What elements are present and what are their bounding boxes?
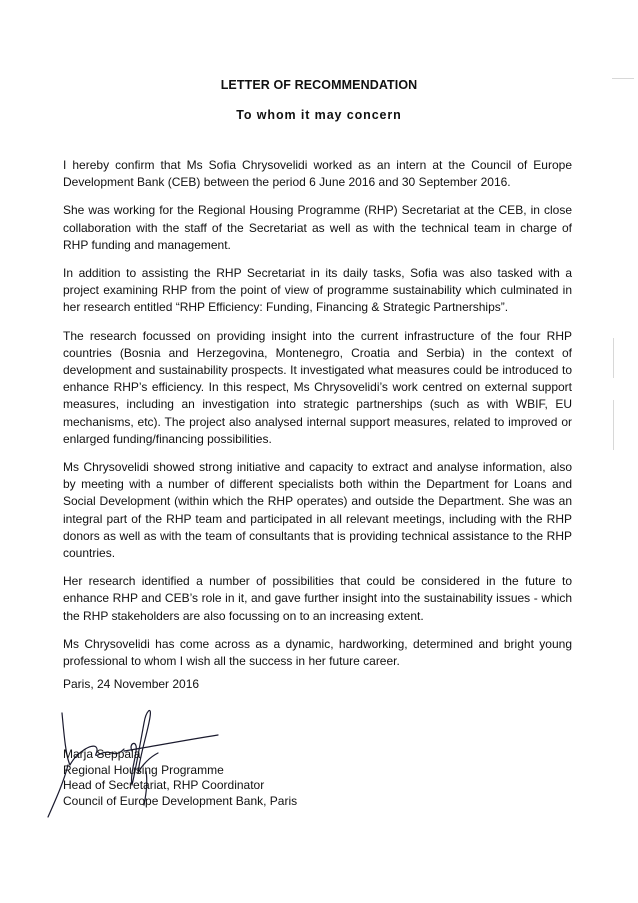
scan-edge-mark <box>613 338 614 378</box>
paragraph-internship: I hereby confirm that Ms Sofia Chrysovelidi worked as an intern at the Council of Europe Development Bank (CEB) between the period 6 June 2016 and 30 September 2016. <box>63 158 572 190</box>
signatory-name: Marja Seppala <box>63 747 141 761</box>
signatory-title: Head of Secretariat, RHP Coordinator <box>63 778 265 793</box>
salutation: To whom it may concern <box>236 108 402 122</box>
place-date: Paris, 24 November 2016 <box>63 677 200 691</box>
signatory-organisation: Council of Europe Development Bank, Paris <box>63 793 298 808</box>
letter-body <box>63 157 572 681</box>
paragraph-project: In addition to assisting the RHP Secretariat in its daily tasks, Sofia was also tasked with a project examining RHP from the point of view of programme sustainability which culminated in her research entitled “RHP Efficiency: Funding, Financing & Strategic Partnerships”. <box>63 266 572 315</box>
letter-title: LETTER OF RECOMMENDATION <box>220 78 418 92</box>
scan-edge-mark <box>613 400 614 450</box>
paragraph-research: The research focussed on providing insight into the current infrastructure of the four RHP countries (Bosnia and Herzegovina, Montenegro, Croatia and Serbia) in the context of development and sustainability prospects. It investigated what measures could be introduced to enhance RHP’s efficiency. In this respect, Ms Chrysovelidi’s work centred on external support measures, including an investigation into strategic partnerships (such as with WBIF, EU mechanisms, etc). The project also analysed internal support measures, related to improved or enlarged funding/financing possibilities. <box>63 328 572 446</box>
signature-block <box>63 747 297 809</box>
paragraph-role: She was working for the Regional Housing Programme (RHP) Secretariat at the CEB, in close collaboration with the staff of the Secretariat as well as with the technical team in charge of RHP funding and management. <box>63 203 572 252</box>
scan-edge-mark <box>612 78 634 79</box>
paragraph-closing: Ms Chrysovelidi has come across as a dynamic, hardworking, determined and bright young professional to whom I wish all the success in her future career. <box>63 636 572 669</box>
paragraph-findings: Her research identified a number of possibilities that could be considered in the future to enhance RHP and CEB’s role in it, and gave further insight into the sustainability issues - which the RHP stakeholders are also focussing on to an increasing extent. <box>63 574 572 623</box>
signatory-programme: Regional Housing Programme <box>63 762 224 777</box>
paragraph-initiative: Ms Chrysovelidi showed strong initiative and capacity to extract and analyse information, also by meeting with a number of different specialists both within the Department for Loans and Social Development (within which the RHP operates) and outside the Department. She was an integral part of the RHP team and participated in all relevant meetings, including with the RHP donors as well as with the team of consultants that is providing technical assistance to the RHP countries. <box>63 460 572 561</box>
